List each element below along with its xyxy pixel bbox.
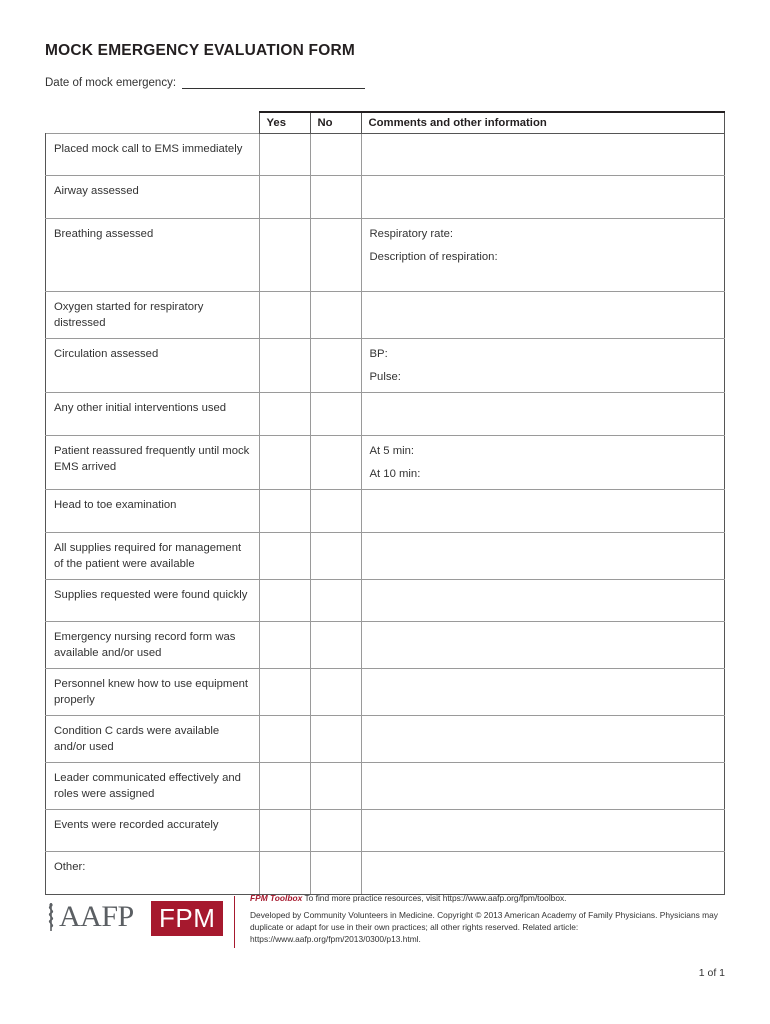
toolbox-label: FPM Toolbox [250,893,303,903]
row-label: Circulation assessed [46,339,260,393]
yes-cell[interactable] [259,219,310,292]
table-row [46,339,725,393]
comment-prompt: Pulse: [369,371,401,383]
comments-cell[interactable] [361,176,725,219]
table-row [46,716,725,763]
table-row [46,810,725,852]
header-yes: Yes [259,112,310,134]
comments-cell[interactable] [361,669,725,716]
form-title: MOCK EMERGENCY EVALUATION FORM [45,42,355,59]
comments-cell[interactable] [361,716,725,763]
comment-prompt: At 5 min: [369,445,415,457]
yes-cell[interactable] [259,716,310,763]
footer-text [250,892,720,945]
row-label: Patient reassured frequently until mock EMS arrived [46,436,260,490]
page-number: 1 of 1 [698,967,725,979]
yes-cell[interactable] [259,436,310,490]
header-item [46,112,260,134]
no-cell[interactable] [310,810,361,852]
row-label: Airway assessed [46,176,260,219]
comment-prompt: Description of respiration: [369,251,498,263]
row-label: Other: [46,852,260,895]
table-row [46,622,725,669]
yes-cell[interactable] [259,669,310,716]
table-header-row [46,112,725,134]
row-label: All supplies required for management of the patient were available [46,533,260,580]
row-label: Any other initial interventions used [46,393,260,436]
no-cell[interactable] [310,339,361,393]
yes-cell[interactable] [259,490,310,533]
row-label: Personnel knew how to use equipment properly [46,669,260,716]
table-row [46,134,725,176]
yes-cell[interactable] [259,622,310,669]
comments-cell[interactable] [361,580,725,622]
aafp-logo [45,900,134,934]
table-row [46,580,725,622]
yes-cell[interactable] [259,763,310,810]
no-cell[interactable] [310,580,361,622]
aafp-logo-text: AAFP [59,900,134,933]
row-label: Head to toe examination [46,490,260,533]
footer [45,888,725,948]
comment-prompt: BP: [369,348,388,360]
no-cell[interactable] [310,176,361,219]
comments-cell[interactable] [361,393,725,436]
row-label: Events were recorded accurately [46,810,260,852]
footer-credits: Developed by Community Volunteers in Medicine. Copyright © 2013 American Academy of Family Physicians. Physicians may duplicate or adapt for use in their own practices; all other rights reserved. Related article: https://www.aafp.org/fpm/2013/0300/p13.html. [250,910,718,944]
row-label: Supplies requested were found quickly [46,580,260,622]
no-cell[interactable] [310,533,361,580]
no-cell[interactable] [310,436,361,490]
yes-cell[interactable] [259,393,310,436]
toolbox-line [250,892,720,904]
no-cell[interactable] [310,134,361,176]
staff-of-asclepius-icon [45,902,57,932]
table-row [46,490,725,533]
yes-cell[interactable] [259,810,310,852]
row-label: Emergency nursing record form was available and/or used [46,622,260,669]
comment-prompt: Respiratory rate: [369,228,454,240]
header-comments: Comments and other information [361,112,725,134]
toolbox-text: To find more practice resources, visit https://www.aafp.org/fpm/toolbox. [304,893,567,903]
no-cell[interactable] [310,622,361,669]
table-row [46,393,725,436]
no-cell[interactable] [310,490,361,533]
date-field-row [45,76,365,89]
table-row [46,176,725,219]
comments-cell[interactable] [361,490,725,533]
evaluation-table [45,111,725,895]
row-label: Breathing assessed [46,219,260,292]
yes-cell[interactable] [259,580,310,622]
no-cell[interactable] [310,716,361,763]
row-label: Leader communicated effectively and roles were assigned [46,763,260,810]
header-no: No [310,112,361,134]
date-input-line[interactable] [182,76,365,89]
comments-cell[interactable] [361,763,725,810]
comments-cell[interactable] [361,219,725,292]
comments-cell[interactable] [361,292,725,339]
comments-cell[interactable] [361,810,725,852]
yes-cell[interactable] [259,176,310,219]
table-row [46,669,725,716]
yes-cell[interactable] [259,134,310,176]
footer-divider [234,896,235,948]
yes-cell[interactable] [259,339,310,393]
yes-cell[interactable] [259,292,310,339]
no-cell[interactable] [310,219,361,292]
no-cell[interactable] [310,669,361,716]
comments-cell[interactable] [361,339,725,393]
no-cell[interactable] [310,292,361,339]
row-label: Placed mock call to EMS immediately [46,134,260,176]
comment-prompt: At 10 min: [369,468,421,480]
comments-cell[interactable] [361,436,725,490]
comments-cell[interactable] [361,134,725,176]
yes-cell[interactable] [259,533,310,580]
row-label: Oxygen started for respiratory distressed [46,292,260,339]
date-label: Date of mock emergency: [45,77,177,89]
table-row [46,763,725,810]
no-cell[interactable] [310,763,361,810]
comments-cell[interactable] [361,622,725,669]
fpm-logo: FPM [151,901,223,936]
table-row [46,533,725,580]
row-label: Condition C cards were available and/or used [46,716,260,763]
table-row [46,436,725,490]
comments-cell[interactable] [361,533,725,580]
table-row [46,219,725,292]
table-row [46,292,725,339]
no-cell[interactable] [310,393,361,436]
